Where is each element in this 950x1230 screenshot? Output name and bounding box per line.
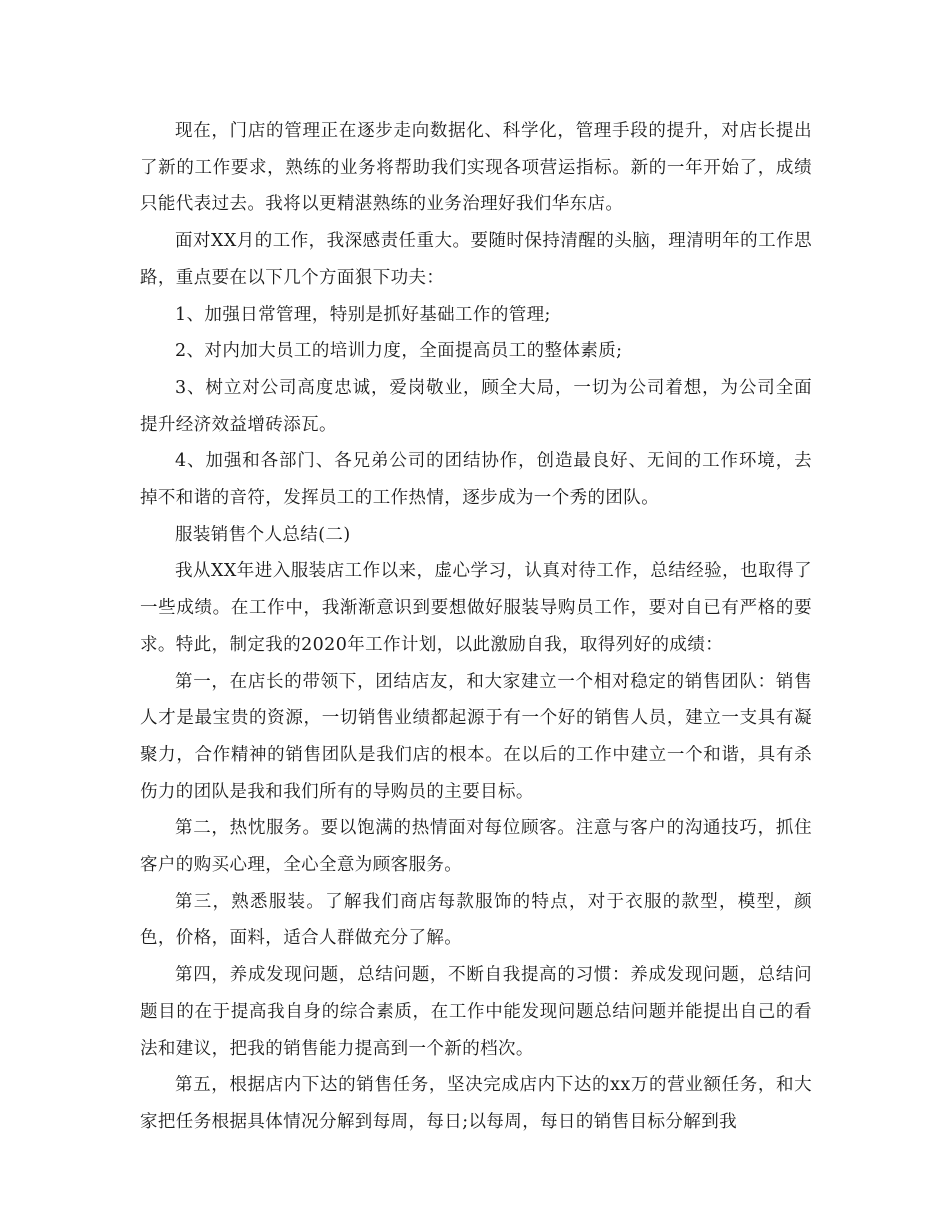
document-body [140, 113, 812, 1141]
list-item: 2、对内加大员工的培训力度，全面提高员工的整体素质; [175, 341, 623, 362]
paragraph: 面对XX月的工作，我深感责任重大。要随时保持清醒的头脑，理清明年的工作思路，重点要在以下几个方面狠下功夫： [140, 231, 812, 288]
section-heading: 服装销售个人总结(二) [175, 524, 351, 545]
paragraph: 第三，熟悉服装。了解我们商店每款服饰的特点，对于衣服的款型，模型，颜色，价格，面料，适合人群做充分了解。 [140, 891, 812, 949]
list-item: 1、加强日常管理，特别是抓好基础工作的管理; [175, 304, 551, 325]
paragraph: 第四，养成发现问题，总结问题，不断自我提高的习惯：养成发现问题，总结问题目的在于提高我自身的综合素质，在工作中能发现问题总结问题并能提出自己的看法和建议，把我的销售能力提高到一个新的档次。 [140, 965, 812, 1059]
paragraph: 第一，在店长的带领下，团结店友，和大家建立一个相对稳定的销售团队：销售人才是最宝贵的资源，一切销售业绩都起源于有一个好的销售人员，建立一支具有凝聚力，合作精神的销售团队是我们店的根本。在以后的工作中建立一个和谐，具有杀伤力的团队是我和我们所有的导购员的主要目标。 [140, 671, 812, 802]
list-item: 3、树立对公司高度忠诚，爱岗敬业，顾全大局，一切为公司着想，为公司全面提升经济效益增砖添瓦。 [140, 377, 812, 435]
paragraph: 第五，根据店内下达的销售任务，坚决完成店内下达的xx万的营业额任务，和大家把任务根据具体情况分解到每周，每日;以每周，每日的销售目标分解到我 [140, 1075, 812, 1132]
list-item: 4、加强和各部门、各兄弟公司的团结协作，创造最良好、无间的工作环境，去掉不和谐的音符，发挥员工的工作热情，逐步成为一个秀的团队。 [140, 451, 812, 509]
paragraph: 我从XX年进入服装店工作以来，虚心学习，认真对待工作，总结经验，也取得了一些成绩。在工作中，我渐渐意识到要想做好服装导购员工作，要对自已有严格的要求。特此，制定我的2020年工作计划，以此激励自我，取得列好的成绩： [140, 561, 812, 655]
paragraph: 现在，门店的管理正在逐步走向数据化、科学化，管理手段的提升，对店长提出了新的工作要求，熟练的业务将帮助我们实现各项营运指标。新的一年开始了，成绩只能代表过去。我将以更精湛熟练的业务治理好我们华东店。 [140, 121, 812, 215]
paragraph: 第二，热忱服务。要以饱满的热情面对每位顾客。注意与客户的沟通技巧，抓住客户的购买心理，全心全意为顾客服务。 [140, 818, 812, 876]
